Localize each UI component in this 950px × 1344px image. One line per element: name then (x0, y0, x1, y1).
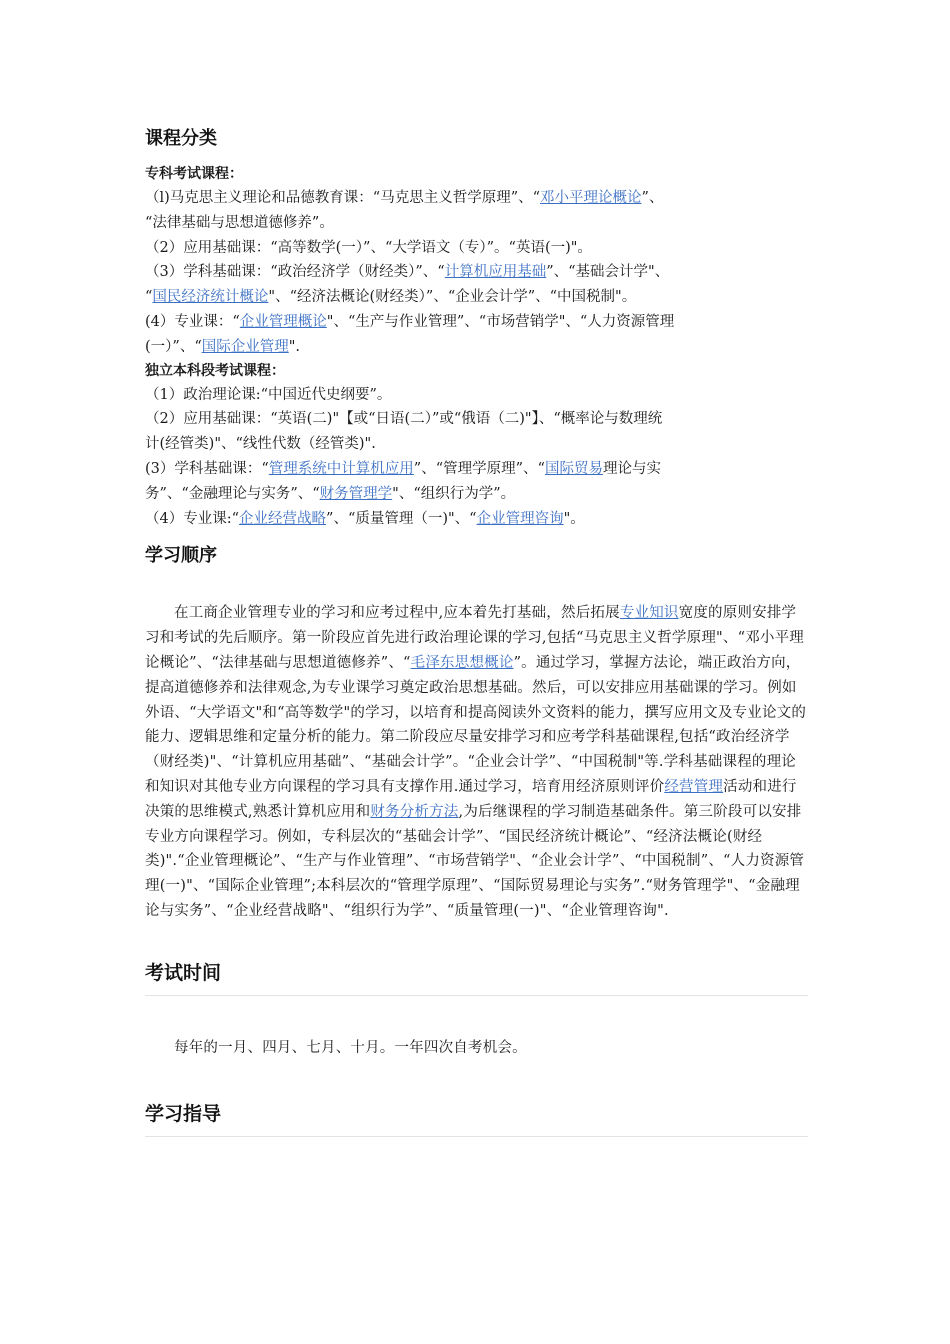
benke-course-list (145, 383, 808, 532)
zhuanke-course-list (145, 186, 808, 360)
text-segment: ”、“基础会计学"、 (546, 264, 670, 281)
text-segment: ”、“管理学原理”、“ (413, 460, 545, 477)
text-segment: "、“生产与作业管理”、“市场营销学"、“人力资源管理 (326, 313, 675, 330)
course-link[interactable]: 企业管理概论 (239, 313, 327, 330)
text-segment: ”。通过学习，掌握方法论，端正政治方向，提高道德修养和法律观念,为专业课学习奠定政治思想基础。然后，可以安排应用基础课的学习。例如外语、“大学语文"和“高等数学"的学习，以培育和提高阅读外文资料的能力，撰写应用文及专业论文的能力、逻辑思维和定量分析的能力。第二阶段应尽量安排学习和应考学科基础课程,包括“政治经济学（财经类)"、“计算机应用基础”、“基础会计学”。“企业会计学”、“中国税制"等.学科基础课程的理论和知识对其他专业方向课程的学习具有支撑作用.通过学习，培育用经济原则评价 (145, 654, 807, 795)
text-segment: “ (145, 289, 153, 306)
text-segment: ,为后继课程的学习制造基础条件。第三阶段可以安排专业方向课程学习。例如，专科层次的“基础会计学”、“国民经济统计概论”、“经济法概论(财经类)".“企业管理概论”、“生产与作业管理”、“市场营销学"、“企业会计学”、“中国税制”、“人力资源管理(一)"、“国际企业管理”;本科层次的“管理学原理”、“国际贸易理论与实务”.“财务管理学"、“金融理论与实务”、“企业经营战略"、“组织行为学”、“质量管理(一)"、“企业管理咨询". (145, 803, 805, 919)
course-link[interactable]: 专业知识 (619, 605, 679, 622)
course-line (145, 457, 808, 482)
course-link[interactable]: 邓小平理论概论 (540, 190, 642, 206)
text-segment: "、“经济法概论(财经类）”、“企业会计学”、“中国税制"。 (268, 289, 637, 306)
course-line (145, 407, 808, 432)
text-segment: 计(经管类)"、“线性代数（经管类)". (145, 436, 376, 453)
benke-heading: 独立本科段考试课程： (145, 362, 285, 379)
course-link[interactable]: 经营管理 (664, 778, 724, 795)
section-title-guidance: 学习指导 (145, 1099, 808, 1137)
course-link[interactable]: 企业管理咨询 (476, 510, 564, 527)
section-title-exam-time: 考试时间 (145, 958, 808, 996)
course-link[interactable]: 国民经济统计概论 (152, 289, 269, 306)
course-link[interactable]: 财务管理学 (319, 485, 393, 502)
course-link[interactable]: 财务分析方法 (370, 803, 459, 820)
course-line (145, 482, 808, 507)
text-segment: （4）专业课:“ (145, 510, 240, 527)
course-line (145, 335, 808, 360)
text-segment: （l)马克思主义理论和品德教育课：“马克思主义哲学原理”、“ (145, 190, 541, 206)
course-line (145, 310, 808, 335)
course-link[interactable]: 国际贸易 (544, 460, 603, 477)
course-link[interactable]: 毛泽东思想概论 (410, 654, 514, 671)
text-segment: (一）”、“ (145, 338, 202, 355)
course-line (145, 211, 808, 236)
text-segment: (3）学科基础课：“ (145, 460, 269, 477)
text-segment: ”、“质量管理（一)"、“ (326, 510, 477, 527)
text-segment: (4）专业课：“ (145, 313, 240, 330)
text-segment: ". (288, 338, 301, 355)
text-segment: （1）政治理论课:“中国近代史纲要”。 (145, 386, 392, 403)
zhuanke-heading: 专科考试课程： (145, 166, 243, 182)
course-line (145, 285, 808, 310)
text-segment: （2）应用基础课：“英语(二)"【或“日语(二）”或“俄语（二)"】、“概率论与数理统 (145, 411, 663, 428)
course-link[interactable]: 国际企业管理 (201, 338, 289, 355)
course-link[interactable]: 管理系统中计算机应用 (268, 460, 414, 477)
course-line (145, 186, 808, 211)
text-segment: 理论与实 (602, 460, 661, 477)
course-link[interactable]: 计算机应用基础 (444, 264, 547, 281)
exam-time-paragraph: 每年的一月、四月、七月、十月。一年四次自考机会。 (174, 1039, 527, 1056)
text-segment: 在工商企业管理专业的学习和应考过程中,应本着先打基础，然后拓展 (174, 605, 620, 622)
course-line (145, 236, 808, 261)
text-segment: “法律基础与思想道德修养”。 (145, 214, 334, 231)
text-segment: ”、 (641, 190, 664, 206)
text-segment: （2）应用基础课：“高等数学(一）”、“大学语文（专）”。“英语(一)"。 (145, 239, 592, 256)
course-line (145, 260, 808, 285)
course-line (145, 507, 808, 532)
study-order-paragraph (145, 601, 808, 923)
text-segment: （3）学科基础课：“政治经济学（财经类）”、“ (145, 264, 445, 281)
text-segment: 活动和进行决策的思维模式,熟悉计算机应用和 (145, 778, 797, 820)
course-link[interactable]: 企业经营战略 (239, 510, 327, 527)
course-line (145, 383, 808, 408)
text-segment: "、“组织行为学”。 (392, 485, 516, 502)
document-content (145, 120, 808, 1137)
section-title-order: 学习顺序 (145, 545, 217, 567)
course-line (145, 432, 808, 457)
text-segment: "。 (563, 510, 585, 527)
section-title-classification: 课程分类 (145, 128, 217, 149)
text-segment: 宽度的原则安排学习和考试的先后顺序。第一阶段应首先进行政治理论课的学习,包括“马克思主义哲学原理"、“邓小平理论概论”、“法律基础与思想道德修养”、“ (145, 605, 805, 671)
text-segment: 务”、“金融理论与实务”、“ (145, 485, 320, 502)
